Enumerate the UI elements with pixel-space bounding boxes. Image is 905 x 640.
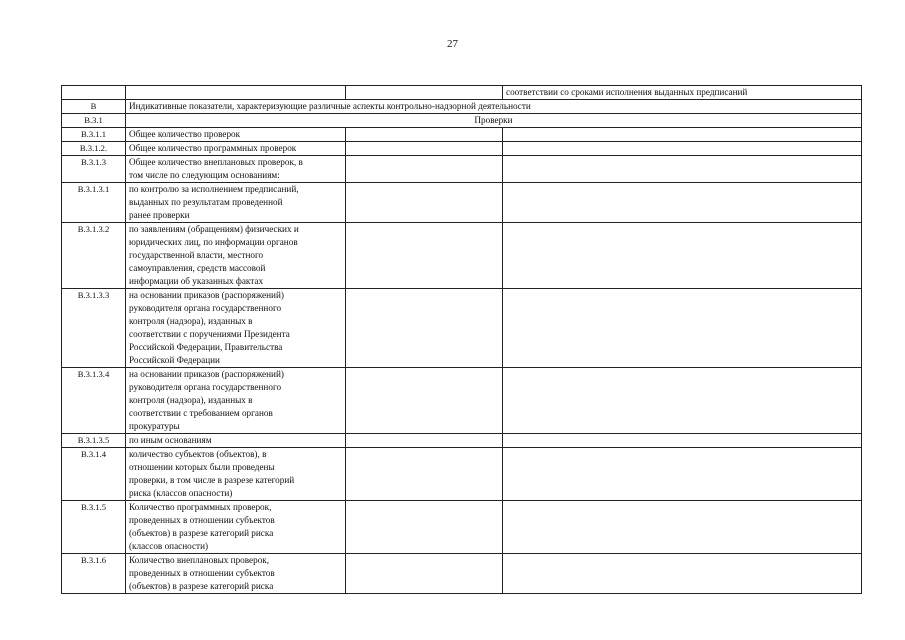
row-note bbox=[503, 142, 862, 156]
row-description: Количество внеплановых проверок, проведенных в отношении субъектов (объектов) в разрезе категорий риска bbox=[126, 554, 346, 594]
row-code: В.3.1.1 bbox=[62, 128, 126, 142]
row-description: по контролю за исполнением предписаний, выданных по результатам проведенной ранее проверки bbox=[126, 183, 346, 223]
row-code: В.3.1.4 bbox=[62, 448, 126, 501]
row-code: В.3.1.3.1 bbox=[62, 183, 126, 223]
table-row bbox=[62, 289, 862, 368]
row-description: по заявлениям (обращениям) физических и юридических лиц, по информации органов государственной власти, местного самоуправления, средств массовой информации об указанных фактах bbox=[126, 223, 346, 289]
table-row bbox=[62, 128, 862, 142]
row-description: по иным основаниям bbox=[126, 434, 346, 448]
row-value bbox=[346, 183, 503, 223]
table-row bbox=[62, 142, 862, 156]
row-note bbox=[503, 223, 862, 289]
section-b31-code: В.3.1 bbox=[62, 114, 126, 128]
table-row bbox=[62, 183, 862, 223]
row-code: В.3.1.3.2 bbox=[62, 223, 126, 289]
row-code: В.3.1.3 bbox=[62, 156, 126, 183]
row-code: В.3.1.3.5 bbox=[62, 434, 126, 448]
row-value bbox=[346, 434, 503, 448]
row-value bbox=[346, 448, 503, 501]
row-description: Общее количество проверок bbox=[126, 128, 346, 142]
row-value bbox=[346, 289, 503, 368]
row-note bbox=[503, 501, 862, 554]
continuation-text: соответствии со сроками исполнения выданных предписаний bbox=[503, 86, 862, 100]
code-cell bbox=[62, 86, 126, 100]
table-row bbox=[62, 434, 862, 448]
row-description: Количество программных проверок, проведенных в отношении субъектов (объектов) в разрезе категорий риска (классов опасности) bbox=[126, 501, 346, 554]
row-code: В.3.1.3.3 bbox=[62, 289, 126, 368]
row-note bbox=[503, 289, 862, 368]
continuation-row bbox=[62, 86, 862, 100]
row-code: В.3.1.6 bbox=[62, 554, 126, 594]
section-b31-row bbox=[62, 114, 862, 128]
row-note bbox=[503, 554, 862, 594]
row-note bbox=[503, 368, 862, 434]
row-note bbox=[503, 128, 862, 142]
row-note bbox=[503, 183, 862, 223]
row-code: В.3.1.2. bbox=[62, 142, 126, 156]
row-note bbox=[503, 448, 862, 501]
row-description: Общее количество внеплановых проверок, в том числе по следующим основаниям: bbox=[126, 156, 346, 183]
section-b-title: Индикативные показатели, характеризующие различные аспекты контрольно-надзорной деятельности bbox=[126, 100, 862, 114]
row-value bbox=[346, 142, 503, 156]
value-cell bbox=[346, 86, 503, 100]
row-value bbox=[346, 223, 503, 289]
row-description: на основании приказов (распоряжений) руководителя органа государственного контроля (надзора), изданных в соответствии с требованием органов прокуратуры bbox=[126, 368, 346, 434]
row-note bbox=[503, 434, 862, 448]
page-number: 27 bbox=[447, 38, 458, 50]
table-row bbox=[62, 501, 862, 554]
section-b-row bbox=[62, 100, 862, 114]
description-cell bbox=[126, 86, 346, 100]
row-value bbox=[346, 554, 503, 594]
section-b31-title: Проверки bbox=[126, 114, 862, 128]
row-value bbox=[346, 368, 503, 434]
table-row bbox=[62, 223, 862, 289]
table-row bbox=[62, 368, 862, 434]
row-value bbox=[346, 128, 503, 142]
row-note bbox=[503, 156, 862, 183]
row-description: на основании приказов (распоряжений) руководителя органа государственного контроля (надзора), изданных в соответствии с поручениями Президента Российской Федерации, Правительства Российской Федерации bbox=[126, 289, 346, 368]
row-value bbox=[346, 501, 503, 554]
section-b-code: В bbox=[62, 100, 126, 114]
row-code: В.3.1.3.4 bbox=[62, 368, 126, 434]
row-code: В.3.1.5 bbox=[62, 501, 126, 554]
indicators-table bbox=[61, 85, 862, 594]
table-row bbox=[62, 448, 862, 501]
row-description: количество субъектов (объектов), в отношении которых были проведены проверки, в том числе в разрезе категорий риска (классов опасности) bbox=[126, 448, 346, 501]
row-description: Общее количество программных проверок bbox=[126, 142, 346, 156]
table-row bbox=[62, 554, 862, 594]
row-value bbox=[346, 156, 503, 183]
table-row bbox=[62, 156, 862, 183]
